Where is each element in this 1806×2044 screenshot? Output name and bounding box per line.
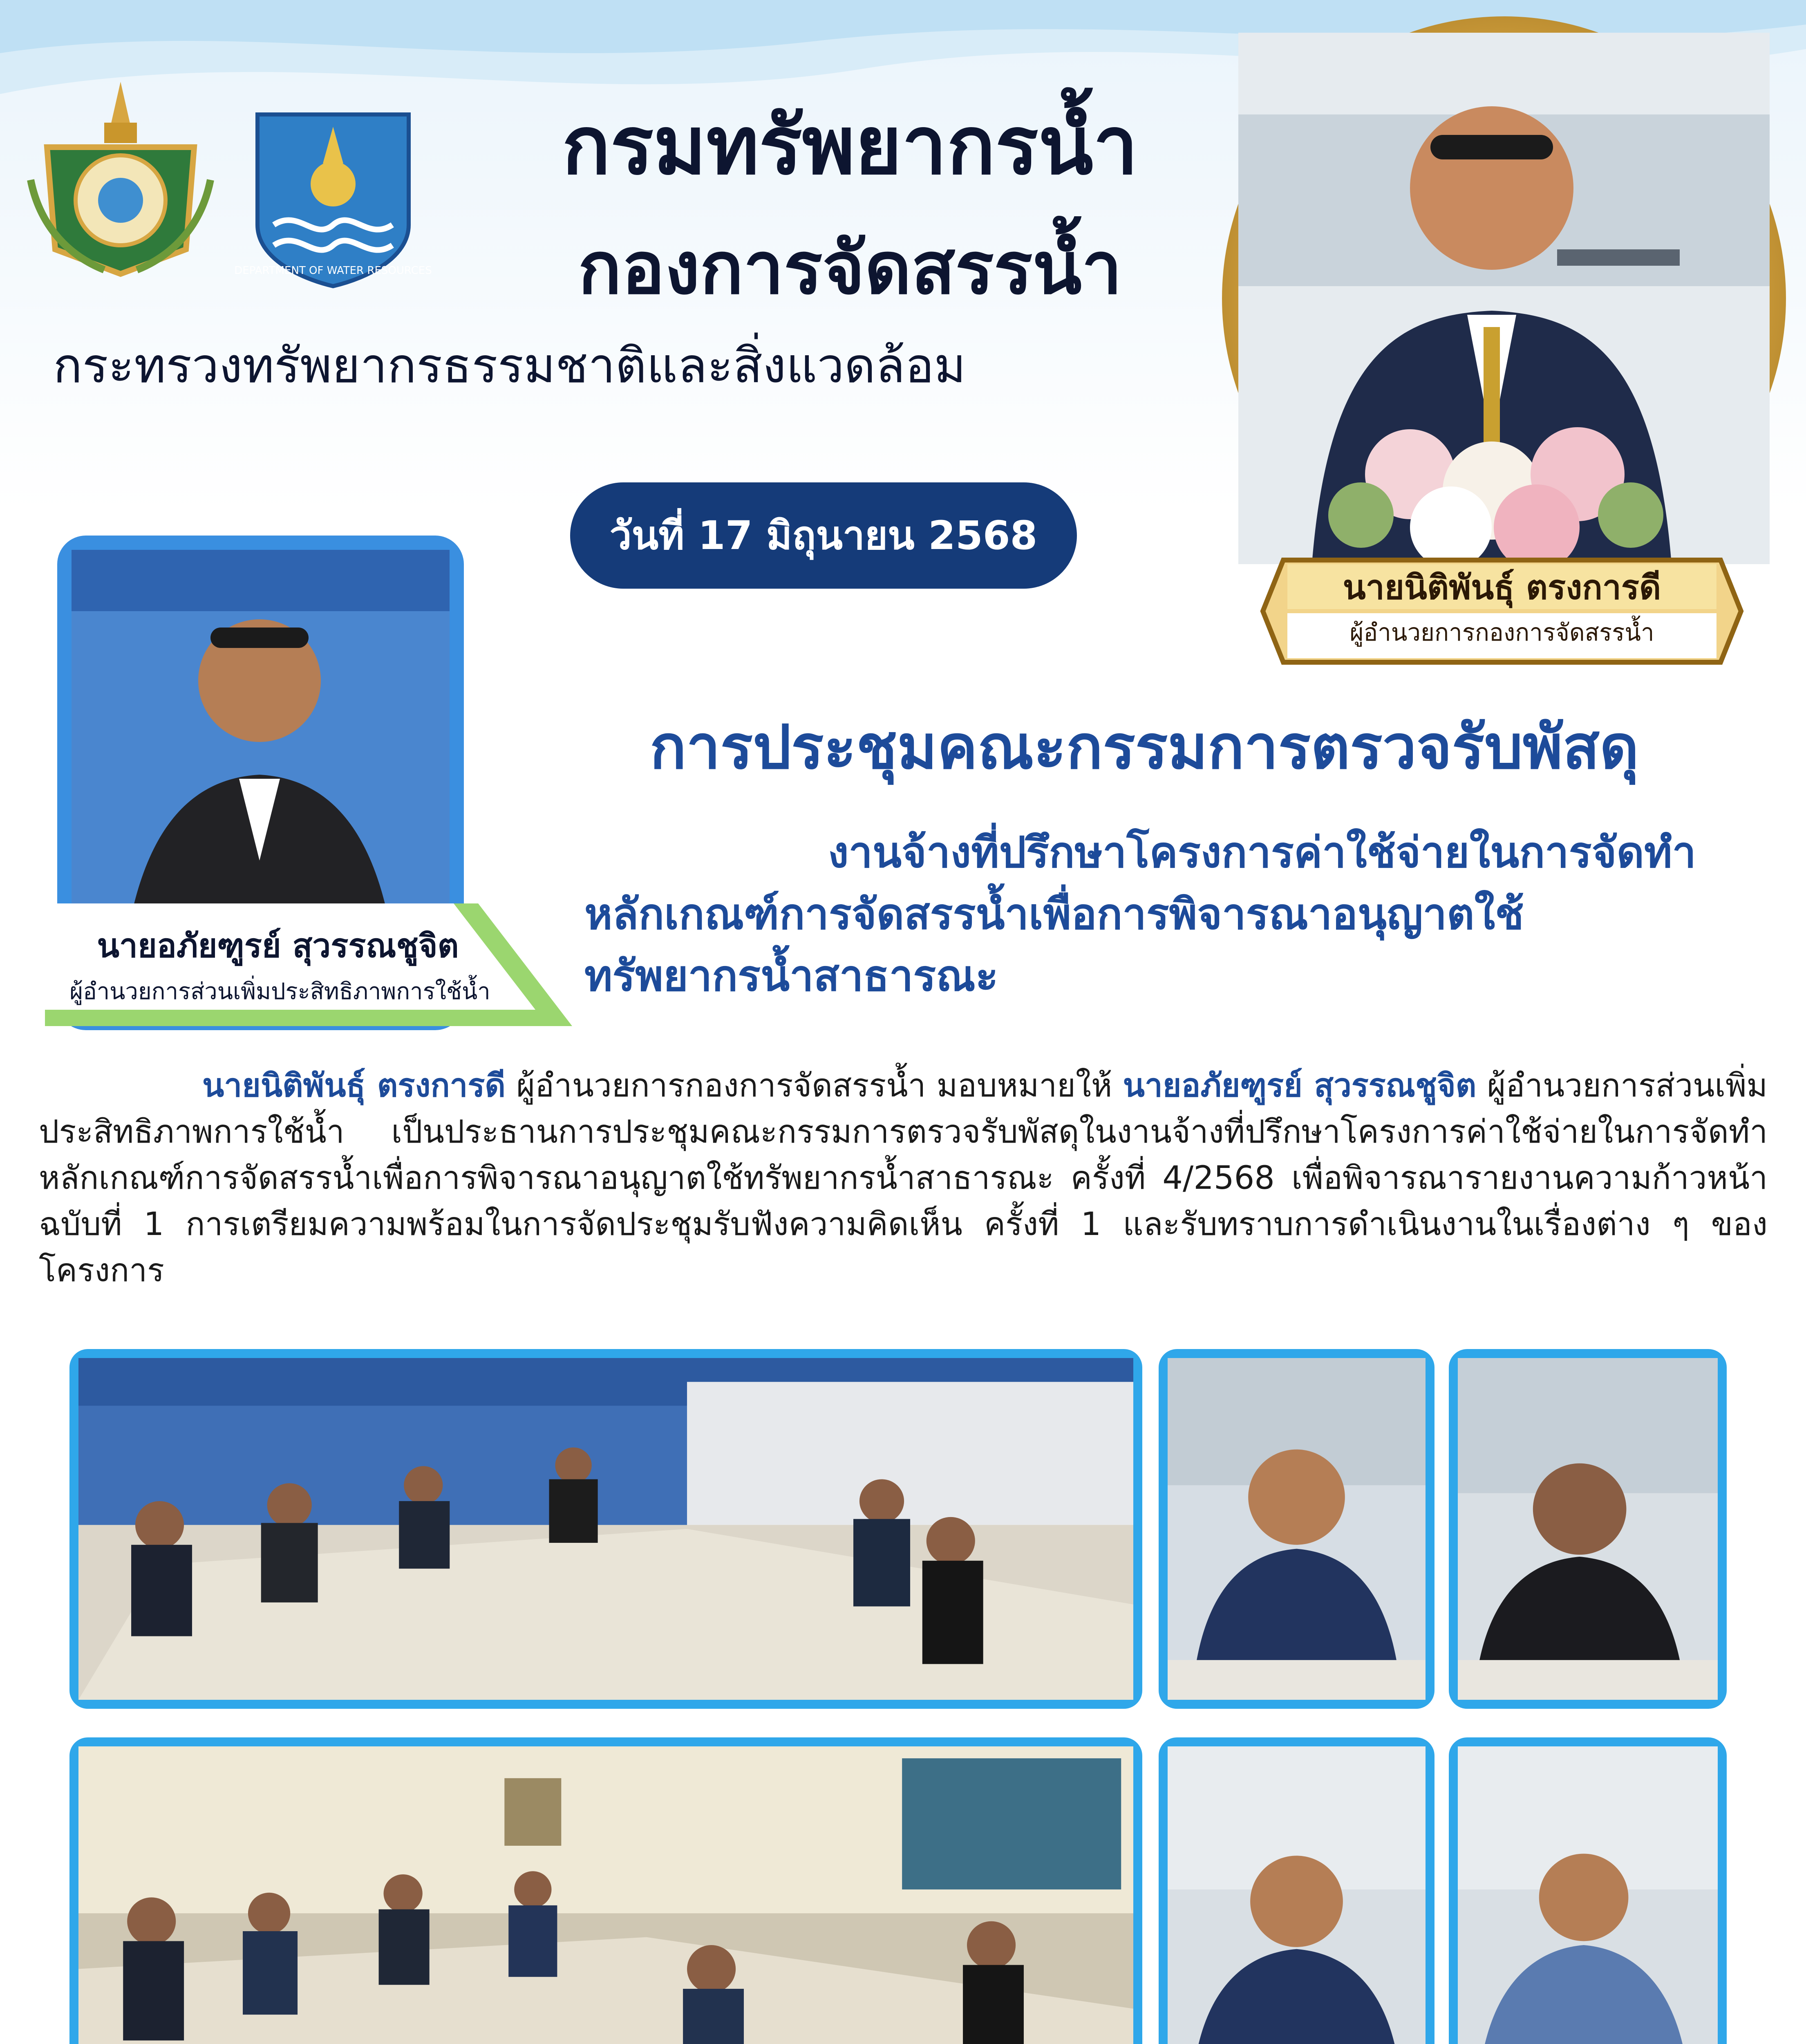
- project-name: [584, 822, 1696, 1006]
- body-paragraph: [39, 1063, 1768, 1294]
- meeting-photo-2: [1159, 1349, 1435, 1709]
- meeting-photo-4: [69, 1737, 1142, 2044]
- department-title: กรมทรัพยากรน้ำ: [562, 99, 1138, 193]
- meeting-photo-6: [1449, 1737, 1727, 2044]
- director-photo: [1238, 33, 1770, 564]
- meeting-title: การประชุมคณะกรรมการตรวจรับพัสดุ: [649, 712, 1639, 782]
- chairperson-name: นายอภัยฑูรย์ สุวรรณชูจิต: [97, 927, 459, 965]
- chairperson-name-inline: นายอภัยฑูรย์ สุวรรณชูจิต: [1123, 1067, 1477, 1104]
- meeting-photo-3: [1449, 1349, 1727, 1709]
- director-name-inline: นายนิติพันธุ์ ตรงการดี: [202, 1067, 506, 1104]
- director-name: นายนิติพันธุ์ ตรงการดี: [1343, 568, 1661, 607]
- project-line-3: ทรัพยากรน้ำสาธารณะ: [584, 950, 998, 1001]
- dwr-logo: [234, 102, 432, 290]
- date-badge: วันที่ 17 มิถุนายน 2568: [570, 482, 1077, 589]
- ministry-title: กระทรวงทรัพยากรธรรมชาติและสิ่งแวดล้อม: [53, 337, 966, 394]
- ministry-emblem-logo: [22, 78, 219, 282]
- division-title: กองการจัดสรรน้ำ: [578, 226, 1122, 310]
- body-text-part-1: ผู้อำนวยการกองการจัดสรรน้ำ มอบหมายให้: [506, 1067, 1123, 1104]
- body-text-part-2: ผู้อำนวยการส่วนเพิ่มประสิทธิภาพการใช้น้ำ เป็นประธานการประชุมคณะกรรมการตรวจรับพัสดุในงานจ้างที่ปรึกษาโครงการค่าใช้จ่ายในการจัดทำหลักเกณฑ์การจัดสรรน้ำเพื่อการพิจารณาอนุญาตใช้ทรัพยากรน้ำสาธารณะ ครั้งที่ 4/2568 เพื่อพิจารณารายงานความก้าวหน้า ฉบับที่ 1 การเตรียมความพร้อมในการจัดประชุมรับฟังความคิดเห็น ครั้งที่ 1 และรับทราบการดำเนินงานในเรื่องต่าง ๆ ของโครงการ: [39, 1067, 1768, 1289]
- dwr-logo-text: DEPARTMENT OF WATER RESOURCES: [234, 264, 432, 277]
- chairperson-position: ผู้อำนวยการส่วนเพิ่มประสิทธิภาพการใช้น้ำ: [69, 978, 490, 1005]
- meeting-photo-1: [69, 1349, 1142, 1709]
- project-line-2: หลักเกณฑ์การจัดสรรน้ำเพื่อการพิจารณาอนุญาตใช้: [584, 889, 1524, 939]
- meeting-photo-5: [1159, 1737, 1435, 2044]
- project-line-1: งานจ้างที่ปรึกษาโครงการค่าใช้จ่ายในการจัดทำ: [828, 827, 1696, 877]
- director-position: ผู้อำนวยการกองการจัดสรรน้ำ: [1349, 619, 1654, 646]
